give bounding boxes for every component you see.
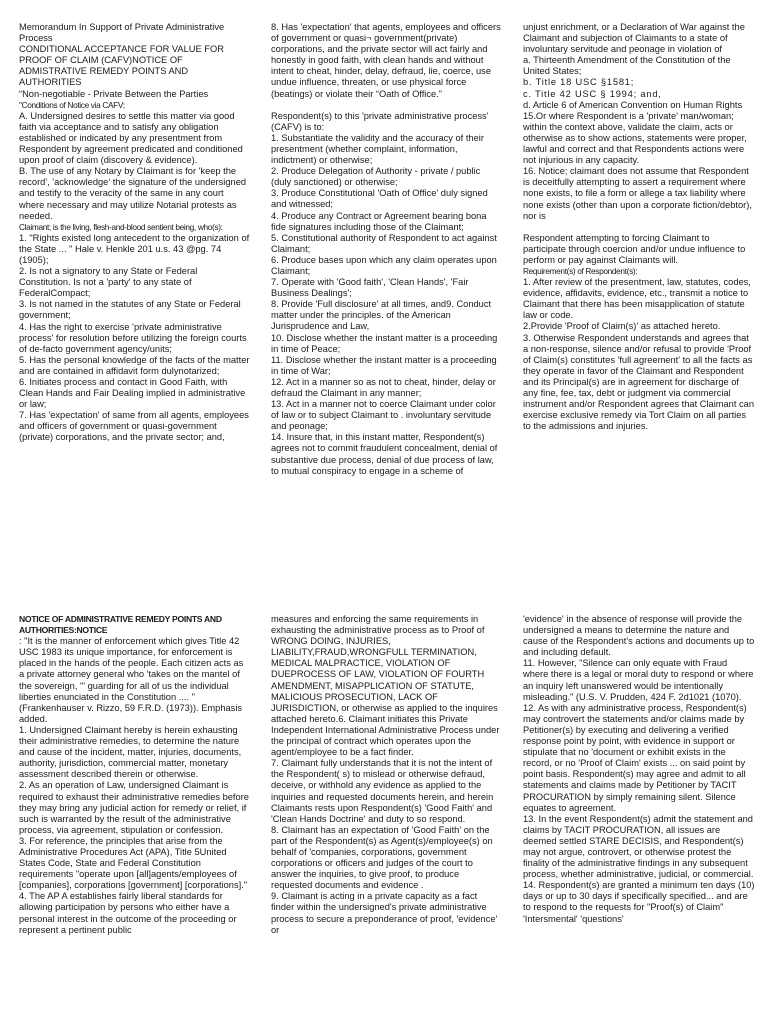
list-item: 3. Otherwise Respondent understands and agrees that a non-response, silence and/or refusal to provide 'Proof of Claim(s) constitutes 'full agreement' to all the facts as they operate in favor of the Claimant and Respondent and its Principal(s) are in agreement for discharge of any fine, fee, tax, debt or judgment via commercial instrument and/or Respondent agrees that Claimant can exercise exclusive remedy via Tort Claim on all parties to the admissions and injuries. — [523, 332, 755, 432]
list-item: 15.Or where Respondent is a 'private' man/woman; within the context above, validate the claim, acts or otherwise as to show actions, statements were proper, lawful and correct and that Respondents actions were not injurious in any capacity. — [523, 110, 747, 166]
bottom-column-2 — [271, 614, 503, 1024]
paragraph: unjust enrichment, or a Declaration of War against the Claimant and subjection of Claimants to a state of involuntary servitude and peonage in violation of — [523, 22, 745, 55]
paragraph: measures and enforcing the same requirements in exhausting the administrative process as to Proof of WRONG DOING, INJURIES, LIABILITY,FRAUD,WRONGFULL TERMINATION, MEDICAL MALPRACTICE, VIOLATION OF DUEPROCESS OF LAW, VIOLATION OF FOURTH AMENDMENT, MISAPPLICATION OF STATUTE, MALICIOUS PROSECUTION, LACK OF JURISDICTION, or otherwise as applied to the inquires attached hereto.6. Claimant initiates this Private Independent International Administrative Process under the principal of contract which operates upon the agent/employee to be a fact finder. — [271, 614, 500, 758]
paragraph: Respondent attempting to forcing Claimant to participate through coercion and/or undue influence to perform or pay against Claimants will. — [523, 232, 746, 265]
list-item: 13. Act in a manner not to coerce Claimant under color of law or to subject Claimant to . involuntary servitude and peonage; — [271, 399, 496, 432]
top-column-2 — [271, 22, 503, 554]
paragraph: : "It is the manner of enforcement which gives Title 42 USC 1983 its unique importance, for enforcement is placed in the hands of the people. Each citizen acts as a private attorney general who 'takes on the mantel of the sovereign, '" guarding for all of us the individual liberties enunciated in the Constitution .... " (Frankenhauser v. Rizzo, 59 F.R.D. (1973)). Emphasis added. — [19, 636, 244, 724]
list-item: 2. As an operation of Law, undersigned Claimant is required to exhaust their administrative remedies before they may bring any judicial action for remedy or relief, if such is warranted by the result of the administrative process, via agreement, stipulation or confession. — [19, 780, 249, 835]
list-item: 6. Produce bases upon which any claim operates upon Claimant; — [271, 254, 497, 276]
list-item: 8. Provide 'Full disclosure' at all times, and9. Conduct matter under the principles. of the American Jurisprudence and Law, — [271, 299, 492, 332]
list-item: 6. Initiates process and contact in Good Faith, with Clean Hands and Fair Dealing implied in administrative or law; — [19, 377, 246, 410]
list-item: 3. Is not named in the statutes of any State or Federal government; — [19, 299, 241, 321]
list-item: 8. Claimant has an expectation of 'Good Faith' on the part of the Respondent(s) as Agent(s)/employee(s) on behalf of 'companies, corporations, government corporations or officers and judges of the court to answer the inquiries, to give proof, to produce requested documents and evidence . — [271, 824, 493, 891]
list-item: 16. Notice; claimant does not assume that Respondent is deceitfully attempting to assert a requirement where none exists, to file a form or allege a tax liability where none exists (other than upon a corporate fiction/debtor), nor is — [523, 166, 752, 221]
list-item: 12. As with any administrative process, Respondent(s) may controvert the statements and/or claims made by Petitioner(s) by executing and delivering a verified response point by point, with evidence in support or stipulate that no 'document or exhibit exists in the record, or no 'Proof of Claim' exists ... on said point by point basis. Respondent(s) may agree and admit to all statements and claims made by Petitioner by TACIT PROCURATION by simply remaining silent. Silence equates to agreement. — [523, 702, 747, 813]
list-item: c. Title 42 USC § 1994; and, — [523, 88, 662, 99]
list-item: 4. Produce any Contract or Agreement bearing bona fide signatures including those of the Claimant; — [271, 210, 487, 232]
section-heading: NOTICE OF ADMINISTRATIVE REMEDY POINTS AND AUTHORITIES:NOTICE — [19, 614, 222, 636]
list-item: d. Article 6 of American Convention on Human Rights — [523, 99, 743, 110]
top-column-3 — [523, 22, 755, 554]
list-item: 13. In the event Respondent(s) admit the statement and claims by TACIT PROCURATION, all issues are deemed settled STARE DECISIS, and Respondent(s) may not argue, controvert, or otherwise protest the finality of the administrative findings in any subsequent process, whether administrative, judicial, or commercial. — [523, 813, 754, 880]
paragraph: B. The use of any Notary by Claimant is for 'keep the record', 'acknowledge' the signature of the undersigned and testify to the veracity of the same in any court where necessary and may utilize Notarial protests as needed. — [19, 166, 247, 221]
section-heading: Requirement(s) of Respondent(s): — [523, 265, 638, 276]
paragraph: Respondent(s) to this 'private administrative process' (CAFV) is to: — [271, 110, 489, 132]
list-item: 4. The AP A establishes fairly liberal standards for allowing participation by persons who either have a personal interest in the outcome of the proceeding or represent a pertinent public — [19, 891, 237, 935]
list-item: 1. Substantiate the validity and the accuracy of their presentment (whether complaint, information, indictment) or otherwise; — [271, 132, 484, 166]
paragraph: "Conditions of Notice via CAFV; — [19, 99, 125, 110]
list-item: 12. Act in a manner so as not to cheat, hinder, delay or defraud the Claimant in any manner; — [271, 376, 496, 398]
paragraph: “Non-negotiable - Private Between the Parties — [19, 88, 209, 99]
list-item: b. Title 18 USC §1581; — [523, 77, 635, 88]
list-item: 1. Undersigned Claimant hereby is herein exhausting their administrative remedies, to determine the nature and cause of the incident, matter, injuries, documents, authority, jurisdiction, commercial matter, monetary assessment described therein or otherwise. — [19, 724, 242, 780]
list-item: 9. Claimant is acting in a private capacity as a fact finder within the undersigned's private administrative process to secure a preponderance of proof, 'evidence' or — [271, 891, 498, 935]
list-item: 14. Respondent(s) are granted a minimum ten days (10) days or up to 30 days if specifically specified... and are to respond to the requests for "Proof(s) of Claim" 'Intersmental' 'questions' — [523, 880, 755, 924]
list-item: 2. Produce Delegation of Authority - private / public (duly sanctioned) or otherwise; — [271, 166, 481, 188]
list-item: 2.Provide 'Proof of Claim(s)' as attached hereto. — [523, 321, 721, 332]
list-item: 1. "Rights existed long antecedent to the organization of the State ... " Hale v. Henkle 201 u.s. 43 @pg. 74 (1905); — [19, 232, 250, 265]
list-item: 3. Produce Constitutional 'Oath of Office' duly signed and witnessed; — [271, 188, 488, 210]
document-title: Memorandum In Support of Private Administrative Process — [19, 22, 225, 44]
list-item: 5. Constitutional authority of Respondent to act against Claimant; — [271, 232, 497, 254]
list-item: 7. Claimant fully understands that it is not the intent of the Respondent( s) to mislead or otherwise defraud, deceive, or withhold any evidence as applied to the inquiries and requested documents herein, and herein Claimants rests upon Respondent(s) 'Good Faith' and 'Clean Hands Doctrine' and duty to so respond. — [271, 758, 494, 824]
list-item: 2. Is not a signatory to any State or Federal Constitution. Is not a 'party' to any state of FederalCompact; — [19, 266, 198, 299]
list-item: 5. Has the personal knowledge of the facts of the matter and are contained in affidavit form dulynotarized; — [19, 354, 250, 376]
list-item: 11. Disclose whether the instant matter is a proceeding in time of War; — [271, 354, 497, 376]
list-item: a. Thirteenth Amendment of the Constitution of the United States; — [523, 55, 731, 77]
top-column-1 — [19, 22, 251, 554]
list-item: 4. Has the right to exercise 'private administrative process' for resolution before utilizing the foreign courts of de-facto government agency/units; — [19, 321, 247, 354]
paragraph: 'evidence' in the absence of response will provide the undersigned a means to determine the nature and cause of the Respondent's actions and documents up to and including default. — [523, 614, 755, 658]
document-heading: CONDITIONAL ACCEPTANCE FOR VALUE FOR PROOF OF CLAIM (CAFV)NOTICE OF ADMISTRATIVE REMEDY POINTS AND AUTHORITIES — [19, 44, 224, 88]
list-item: 7. Operate with 'Good faith', 'Clean Hands', 'Fair Business Dealings'; — [271, 277, 469, 299]
list-item: 8. Has 'expectation' that agents, employees and officers of government or quasi¬ government(private) corporations, and the private sector will act fairly and honestly in good faith, with clean hands and without intent to cheat, hinder, delay, defraud, lie, coerce, use undue influence, threaten, or use physical force (beatings) or violate their “Oath of Office.” — [271, 22, 501, 99]
list-item: 14. Insure that, in this instant matter, Respondent(s) agrees not to commit fraudulent concealment, denial of substantive due process, denial of due process of law, to mutual conspiracy to engage in a scheme of — [271, 432, 498, 476]
bottom-column-3 — [523, 614, 755, 1024]
list-item: 3. For reference, the principles that arise from the Administrative Procedures Act (APA), Title 5United States Code, State and Federal Constitution requirements "operate upon [all]agents/employees of [companies], corporations [government] [corporations]." — [19, 835, 248, 891]
list-item: 7. Has 'expectation' of same from all agents, employees and officers of government or quasi-government (private) corporations, and the private sector; and, — [19, 410, 249, 443]
list-item: 1. After review of the presentment, law, statutes, codes, evidence, affidavits, evidence, etc., transmit a notice to Claimant that there has been misapplication of statute law or code. — [523, 277, 751, 321]
paragraph: A. Undersigned desires to settle this matter via good faith via acceptance and to satisfy any obligation established or indicated by any presentment from Respondent by agreement predicated and conditioned upon proof of claim (discovery & evidence). — [19, 110, 243, 166]
paragraph: Claimant; is the living, flesh-and-blood sentient being, who(s): — [19, 221, 223, 232]
list-item: 10. Disclose whether the instant matter is a proceeding in time of Peace; — [271, 332, 498, 354]
bottom-column-1 — [19, 614, 251, 1024]
list-item: 11. However, "Silence can only equate with Fraud where there is a legal or moral duty to respond or where an inquiry left unanswered would be intentionally misleading." (U.S. V. Prudden, 424 F. 2d1021 (1070). — [523, 658, 754, 702]
